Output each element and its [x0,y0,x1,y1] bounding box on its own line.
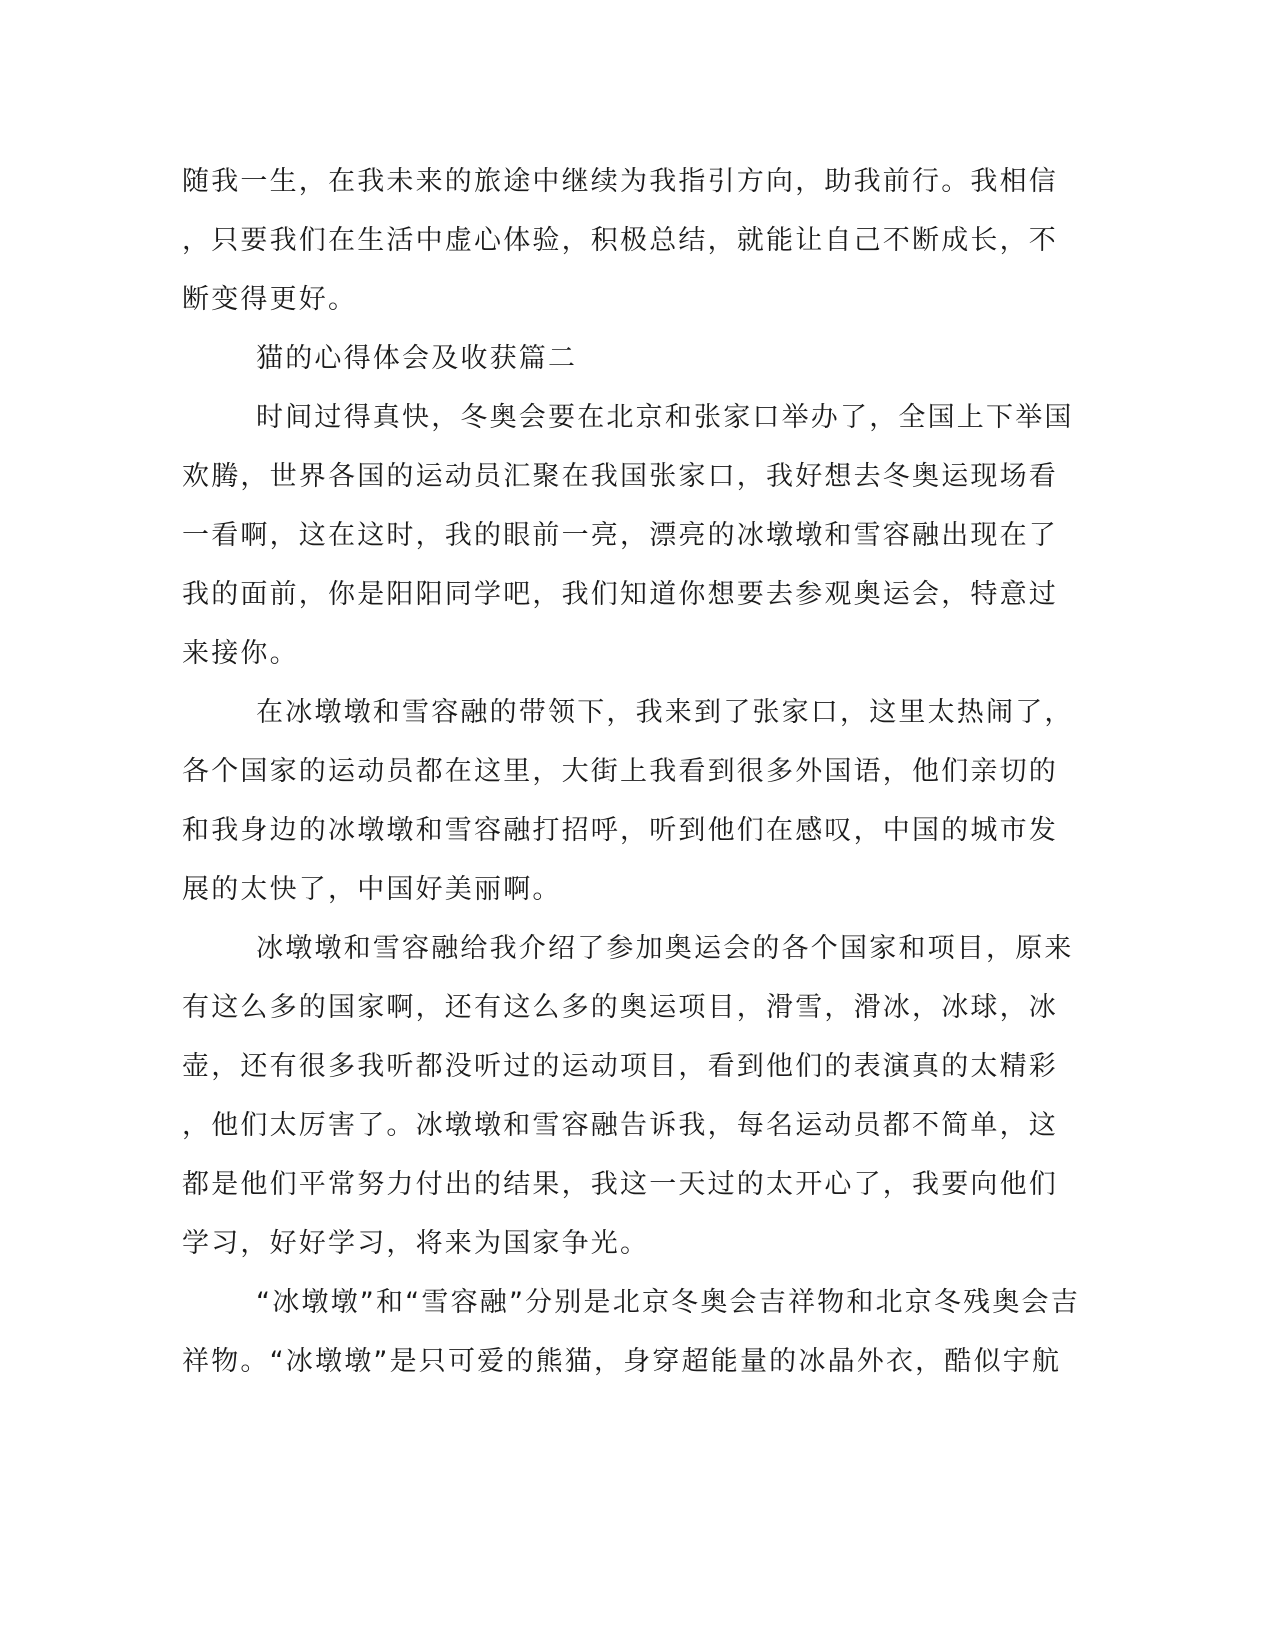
text-line: 壶，还有很多我听都没听过的运动项目，看到他们的表演真的太精彩 [182,1051,1058,1082]
paragraph-start-line: 时间过得真快，冬奥会要在北京和张家口举办了，全国上下举国 [256,402,1074,433]
text-line: 学习，好好学习，将来为国家争光。 [182,1228,650,1259]
text-line: ，只要我们在生活中虚心体验，积极总结，就能让自己不断成长，不 [182,225,1058,256]
paragraph-start-line: “冰墩墩”和“雪容融”分别是北京冬奥会吉祥物和北京冬残奥会吉 [256,1287,1080,1318]
text-line: 一看啊，这在这时，我的眼前一亮，漂亮的冰墩墩和雪容融出现在了 [182,520,1058,551]
text-line: 和我身边的冰墩墩和雪容融打招呼，听到他们在感叹，中国的城市发 [182,815,1058,846]
text-line: 我的面前，你是阳阳同学吧，我们知道你想要去参观奥运会，特意过 [182,579,1058,610]
text-line: 来接你。 [182,638,299,669]
text-line: 都是他们平常努力付出的结果，我这一天过的太开心了，我要向他们 [182,1169,1058,1200]
text-line: 断变得更好。 [182,284,358,315]
text-line: ，他们太厉害了。冰墩墩和雪容融告诉我，每名运动员都不简单，这 [182,1110,1058,1141]
text-line: 随我一生，在我未来的旅途中继续为我指引方向，助我前行。我相信 [182,166,1058,197]
text-line: 祥物。“冰墩墩”是只可爱的熊猫，身穿超能量的冰晶外衣，酷似宇航 [182,1346,1062,1377]
text-line: 展的太快了，中国好美丽啊。 [182,874,562,905]
text-line: 欢腾，世界各国的运动员汇聚在我国张家口，我好想去冬奥运现场看 [182,461,1058,492]
paragraph-start-line: 在冰墩墩和雪容融的带领下，我来到了张家口，这里太热闹了， [256,697,1074,728]
document-body [182,152,1080,1391]
section-heading: 猫的心得体会及收获篇二 [256,343,578,374]
text-line: 有这么多的国家啊，还有这么多的奥运项目，滑雪，滑冰，冰球，冰 [182,992,1058,1023]
paragraph-start-line: 冰墩墩和雪容融给我介绍了参加奥运会的各个国家和项目，原来 [256,933,1074,964]
text-line: 各个国家的运动员都在这里，大街上我看到很多外国语，他们亲切的 [182,756,1058,787]
